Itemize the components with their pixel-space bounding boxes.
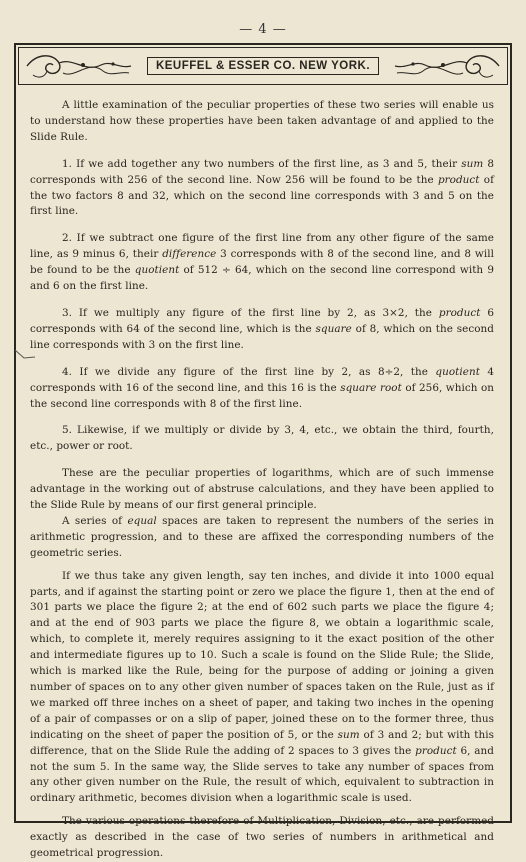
emphasis-text: square <box>315 322 352 335</box>
paragraph-5 <box>30 423 494 455</box>
text-run: If we thus take any given length, say ten inches, and divide it into 1000 equal parts, and if against the starting point or zero we place the figure 1, then at the end of 301 parts we place the figure 2; at the end of 602 such parts we place the figure 4; and at the end of 903 parts we place the figure 8, we obtain a logarithmic scale, which, to complete it, merely requires assigning to it the exact position of the other and intermediate figures up to 10. Such a scale is found on the Slide Rule; the Slide, which is marked like the Rule, being for the purpose of adding or joining a given number of spaces on to any other given number of spaces taken on the Rule, just as if we marked off three inches on a sheet of paper, and taking two inches in the opening of a pair of compasses or on a slip of paper, joined these on to the former three, thus indicating on the sheet of paper the position of 5, or the <box>30 569 494 741</box>
emphasis-text: sum <box>461 157 484 170</box>
emphasis-text: product <box>415 744 457 757</box>
company-name: KEUFFEL & ESSER CO. NEW YORK. <box>147 57 379 75</box>
paragraph-2 <box>30 231 494 295</box>
text-run: 3. If we multiply any figure of the first line by 2, as 3×2, the <box>62 306 439 319</box>
text-run: spaces are taken to represent the numbers of the series in arithmetic progression, and to these are affixed the corresponding numbers of the geometric series. <box>30 514 494 559</box>
text-run: A series of <box>62 514 128 527</box>
text-run: of the two factors 8 and 32, which on the second line corresponds with 3 and 5 on the first line. <box>30 173 494 218</box>
emphasis-text: square root <box>340 381 402 394</box>
emphasis-text: product <box>437 173 480 186</box>
text-run: 3 corresponds with 8 of the second line, and 8 will be found to be the <box>30 248 494 277</box>
text-run: These are the peculiar properties of logarithms, which are of such immense advantage in the working out of abstruse calculations, and they have been applied to the Slide Rule by means of our first general principle. <box>30 467 494 512</box>
paragraph-7 <box>30 514 494 562</box>
emphasis-text: sum <box>337 728 360 741</box>
text-run: 5. Likewise, if we multiply or divide by 3, 4, etc., we obtain the third, fourth, etc., power or root. <box>30 424 494 453</box>
emphasis-text: product <box>438 306 481 319</box>
left-scroll-ornament <box>23 51 133 81</box>
paragraph-6 <box>30 466 494 514</box>
text-run: of 512 ÷ 64, which on the second line correspond with 9 and 6 on the first line. <box>30 264 494 293</box>
text-run: 4 corresponds with 16 of the second line, and this 16 is the <box>30 365 495 394</box>
text-run: 8 corresponds with 256 of the second line. Now 256 will be found to be the <box>30 157 495 186</box>
right-scroll-ornament <box>393 51 503 81</box>
body-text <box>30 98 494 862</box>
paragraph-1 <box>30 157 494 221</box>
text-run: of 8, which on the second line corresponds with 3 on the first line. <box>30 322 494 351</box>
text-run: 4. If we divide any figure of the first line by 2, as 8÷2, the <box>62 365 436 378</box>
text-run: 6 corresponds with 64 of the second line, which is the <box>30 306 494 335</box>
text-run: of 3 and 2; but with this difference, that on the Slide Rule the adding of 2 spaces to 3 gives the <box>30 728 494 757</box>
paragraph-4 <box>30 365 494 413</box>
text-run: The various operations therefore of Multiplication, Division, etc., are performed exactly as described in the case of two series of numbers in arithmetical and geometrical progression. <box>30 815 494 860</box>
emphasis-text: equal <box>127 514 157 527</box>
text-run: 2. If we subtract one figure of the first line from any other figure of the same line, as 9 minus 6, their <box>30 232 494 261</box>
text-run: 6, and not the sum 5. In the same way, the Slide serves to take any number of spaces from any other given number on the Rule, the result of which, equivalent to subtraction in ordinary arithmetic, becomes division when a logarithmic scale is used. <box>30 744 494 805</box>
emphasis-text: difference <box>162 248 217 261</box>
paragraph-intro <box>30 98 494 146</box>
paragraph-3 <box>30 306 494 354</box>
text-run: A little examination of the peculiar properties of these two series will enable us to understand how these properties have been taken advantage of and applied to the Slide Rule. <box>30 99 494 143</box>
text-run: 1. If we add together any two numbers of the first line, as 3 and 5, their <box>62 157 462 170</box>
page-number: — 4 — <box>239 22 287 37</box>
text-run: of 256, which on the second line corresponds with 8 of the first line. <box>30 381 495 410</box>
header-banner <box>18 47 508 85</box>
emphasis-text: quotient <box>134 264 180 277</box>
paragraph-8 <box>30 569 494 808</box>
emphasis-text: quotient <box>435 365 480 378</box>
paragraph-9 <box>30 814 494 862</box>
